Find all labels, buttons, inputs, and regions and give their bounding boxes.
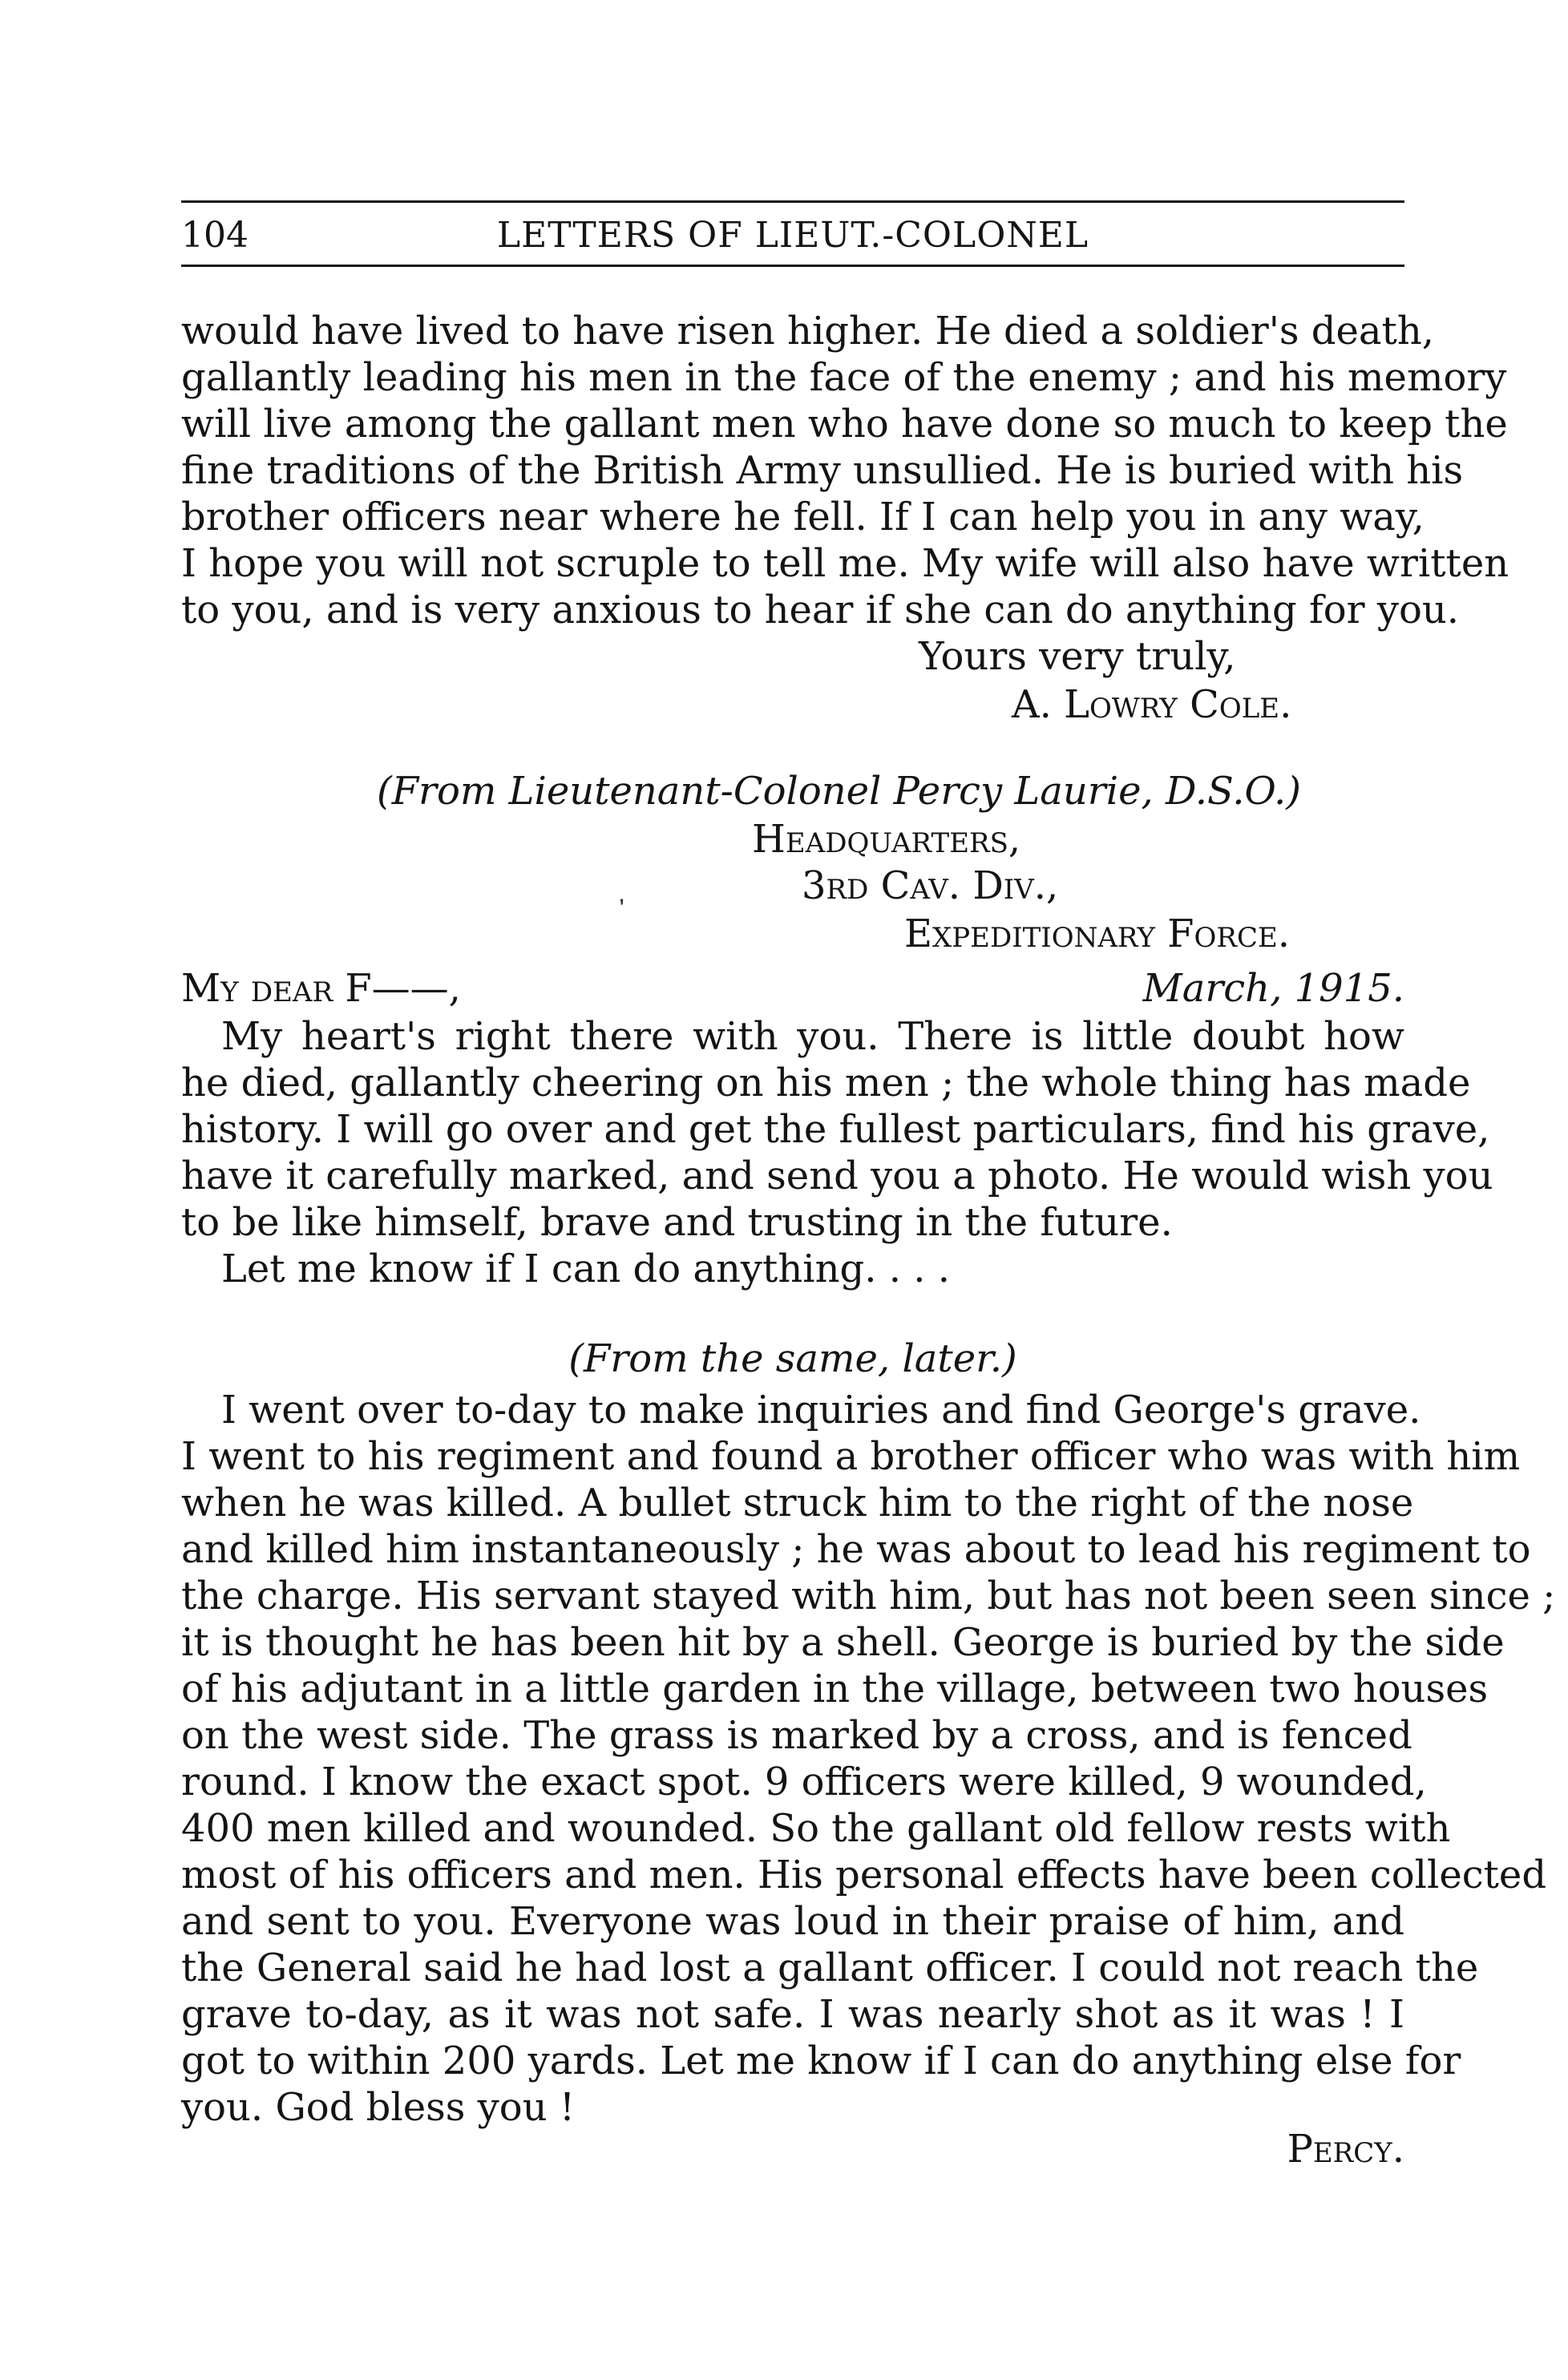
page-number: 104: [181, 215, 249, 256]
text-line: fine traditions of the British Army unsullied. He is buried with his: [181, 448, 1464, 493]
text-line: brother officers near where he fell. If I can help you in any way,: [181, 495, 1425, 539]
text-line: round. I know the exact spot. 9 officers were killed, 9 wounded,: [181, 1760, 1427, 1804]
text-line: gallantly leading his men in the face of the enemy ; and his memory: [181, 355, 1507, 400]
address-line: Headquarters,: [752, 817, 1021, 862]
page-header: [181, 213, 1404, 258]
text-line: I hope you will not scruple to tell me. My wife will also have written: [181, 541, 1509, 586]
letter-signature: Percy.: [1287, 2127, 1404, 2172]
text-line: have it carefully marked, and send you a photo. He would wish you: [181, 1154, 1493, 1198]
text-line: it is thought he has been hit by a shell. George is buried by the side: [181, 1620, 1505, 1665]
letter-heading: (From the same, later.): [568, 1336, 1017, 1381]
text-line: and killed him instantaneously ; he was about to lead his regiment to: [181, 1527, 1531, 1572]
text-line: My heart's right there with you. There is little doubt how: [221, 1014, 1404, 1059]
letter-heading: (From Lieutenant-Colonel Percy Laurie, D.S.O.): [377, 769, 1302, 814]
text-line: the charge. His servant stayed with him, but has not been seen since ;: [181, 1574, 1556, 1618]
text-line: will live among the gallant men who have done so much to keep the: [181, 402, 1508, 447]
address-line: 3rd Cav. Div.,: [802, 863, 1059, 908]
text-line: of his adjutant in a little garden in the village, between two houses: [181, 1667, 1489, 1711]
text-line: to you, and is very anxious to hear if she can do anything for you.: [181, 588, 1460, 632]
text-line: would have lived to have risen higher. He died a soldier's death,: [181, 309, 1434, 354]
text-line: the General said he had lost a gallant officer. I could not reach the: [181, 1946, 1479, 1990]
text-line: history. I will go over and get the fullest particulars, find his grave,: [181, 1107, 1490, 1152]
text-line: I went over to-day to make inquiries and find George's grave.: [221, 1388, 1421, 1432]
margin-annotation: ʼ: [616, 894, 633, 923]
text-line: 400 men killed and wounded. So the gallant old fellow rests with: [181, 1806, 1451, 1851]
header-rule-top: [181, 200, 1404, 203]
text-line: he died, gallantly cheering on his men ; the whole thing has made: [181, 1061, 1471, 1105]
text-line: and sent to you. Everyone was loud in their praise of him, and: [181, 1899, 1404, 1944]
header-rule-bottom: [181, 265, 1404, 267]
running-head: LETTERS OF LIEUT.-COLONEL: [496, 215, 1089, 256]
text-line: to be like himself, brave and trusting in the future.: [181, 1200, 1173, 1245]
address-line: Expeditionary Force.: [904, 911, 1291, 956]
text-line: got to within 200 yards. Let me know if I can do anything else for: [181, 2039, 1461, 2083]
letter-date: March, 1915.: [1142, 966, 1404, 1011]
text-line: on the west side. The grass is marked by a cross, and is fenced: [181, 1713, 1412, 1758]
letter-signature: A. Lowry Cole.: [1012, 682, 1292, 727]
text-line: when he was killed. A bullet struck him to the right of the nose: [181, 1481, 1414, 1525]
salutation: My dear F——,: [181, 966, 461, 1011]
text-line: Let me know if I can do anything. . . .: [221, 1247, 951, 1291]
letter-closing: Yours very truly,: [919, 634, 1236, 679]
text-line: I went to his regiment and found a brother officer who was with him: [181, 1434, 1521, 1479]
text-line: grave to-day, as it was not safe. I was nearly shot as it was ! I: [181, 1992, 1404, 2037]
text-line: most of his officers and men. His personal effects have been collected: [181, 1853, 1547, 1897]
text-line: you. God bless you !: [181, 2085, 576, 2130]
